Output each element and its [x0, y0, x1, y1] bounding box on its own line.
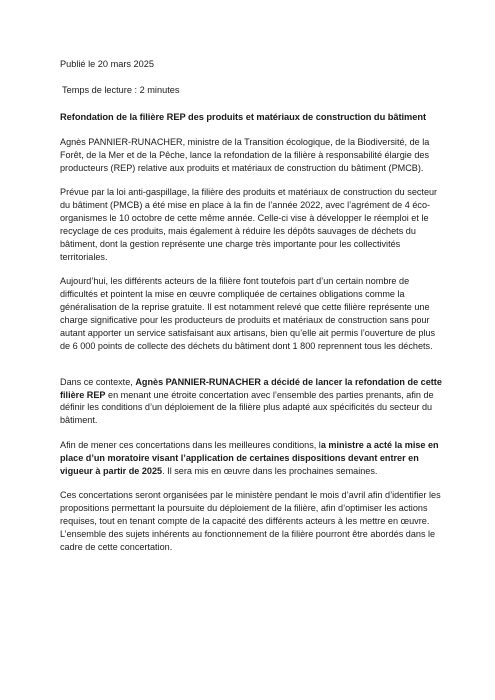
paragraph-background: Prévue par la loi anti-gaspillage, la filière des produits et matériaux de construction du secteur du bâtiment (PMCB) a été mise en place à la fin de l’année 2022, avec l’agrément de 4 éco-organismes le 10 octobre de cette même année. Celle-ci vise à développer le réemploi et le recyclage de ces produits, mais également à réduire les dépôts sauvages de déchets du bâtiment, dont la gestion représente une charge très importante pour les collectivités territoriales.: [60, 187, 438, 262]
paragraph-decision: [60, 376, 443, 428]
moratorium-text-pre: Afin de mener ces concertations dans les meilleures conditions, l: [60, 439, 321, 450]
paragraph-difficulties: Aujourd’hui, les différents acteurs de la filière font toutefois part d’un certain nombre de difficultés et pointent la mise en œuvre compliquée de certaines obligations comme la généralisation de la reprise gratuite. Il est notamment relevé que cette filière représente une charge significative pour les producteurs de produits et matériaux de construction sans pour autant apporter un service satisfaisant aux artisans, bien qu’elle ait permis l’ouverture de plus de 6 000 points de collecte des déchets du bâtiment dont 1 800 reprennent tous les déchets.: [60, 276, 436, 351]
publication-date: Publié le 20 mars 2025: [60, 59, 154, 69]
decision-text-pre: Dans ce contexte,: [60, 376, 136, 387]
moratorium-text-post: . Il sera mis en œuvre dans les prochaines semaines.: [162, 465, 378, 476]
decision-text-post: en menant une étroite concertation avec l’ensemble des parties prenants, afin de définir les conditions d’un déploiement de la filière plus adapté aux spécificités du secteur du bâtiment.: [60, 389, 434, 426]
reading-time: Temps de lecture : 2 minutes: [62, 85, 180, 95]
decision-text-bold: Agnès PANNIER-RUNACHER a décidé de lancer la refondation de cette filière REP: [60, 376, 442, 400]
article-title: Refondation de la filière REP des produits et matériaux de construction du bâtiment: [60, 112, 427, 122]
moratorium-text-bold: a ministre a acté la mise en place d’un moratoire visant l’application de certaines dispositions devant entrer en vigueur à partir de 2025: [60, 439, 439, 476]
paragraph-consultation: Ces concertations seront organisées par le ministère pendant le mois d’avril afin d’identifier les propositions permettant la poursuite du déploiement de la filière, afin d’optimiser les actions requises, tout en tenant compte de la capacité des différents acteurs à les mettre en œuvre. L’ensemble des sujets inhérents au fonctionnement de la filière pourront être abordés dans le cadre de cette concertation.: [60, 489, 441, 552]
paragraph-moratorium: [60, 439, 443, 478]
paragraph-intro: Agnès PANNIER-RUNACHER, ministre de la Transition écologique, de la Biodiversité, de la Forêt, de la Mer et de la Pêche, lance la refondation de la filière à responsabilité élargie des producteurs (REP) relative aux produits et matériaux de construction du bâtiment (PMCB).: [60, 137, 430, 173]
